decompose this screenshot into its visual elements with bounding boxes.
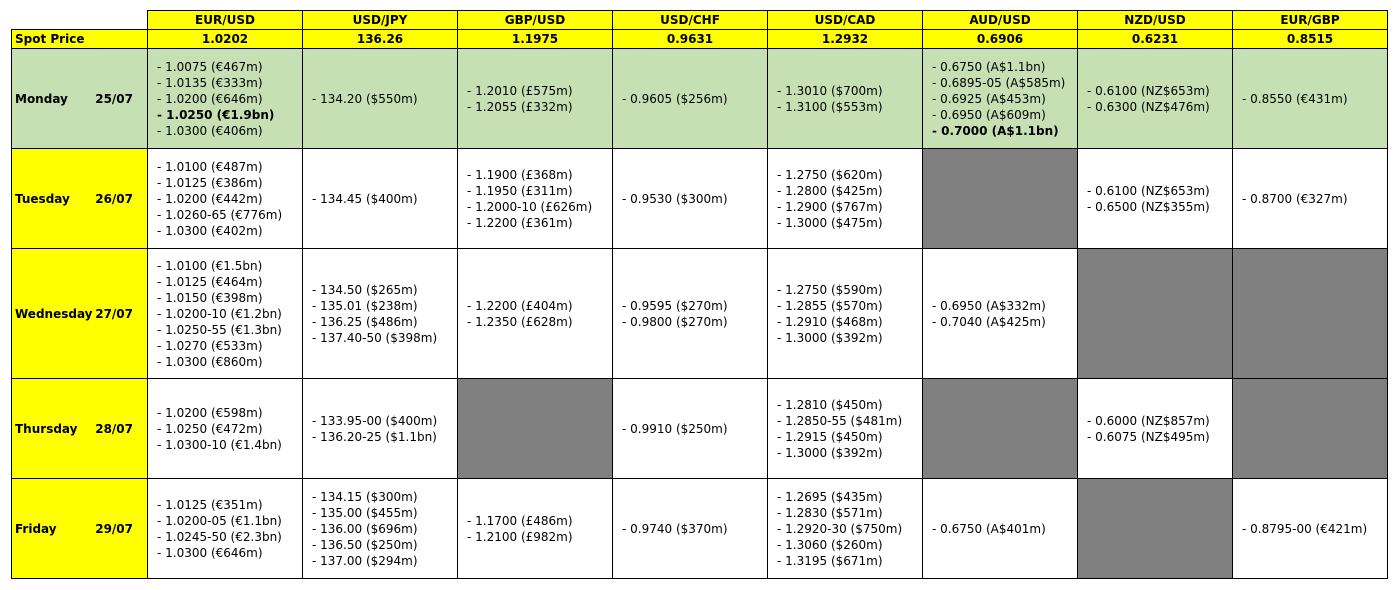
expiry-entry: - 0.8550 (€431m) (1242, 91, 1348, 106)
expiry-cell (303, 149, 458, 249)
expiry-entry: - 1.0300 (€646m) (157, 545, 263, 560)
expiry-cell (458, 49, 613, 149)
expiry-entry: - 0.9595 ($270m) (622, 298, 728, 313)
expiry-entry: - 136.00 ($696m) (312, 521, 418, 536)
expiry-entry: - 0.6925 (A$453m) (932, 91, 1046, 106)
expiry-entry: - 0.6000 (NZ$857m) (1087, 413, 1210, 428)
expiry-cell (148, 379, 303, 479)
expiry-cell (148, 479, 303, 579)
pair-header: NZD/USD (1078, 11, 1233, 30)
expiry-cell (303, 249, 458, 379)
pair-header: USD/CHF (613, 11, 768, 30)
expiry-cell (458, 479, 613, 579)
expiry-entry: - 1.3100 ($553m) (777, 99, 883, 114)
expiry-entry: - 136.50 ($250m) (312, 537, 418, 552)
expiry-entry: - 1.3000 ($392m) (777, 330, 883, 345)
expiry-entry: - 1.2695 ($435m) (777, 489, 883, 504)
day-row (12, 49, 1388, 149)
expiry-entry: - 134.45 ($400m) (312, 191, 418, 206)
expiry-entry: - 1.1900 (£368m) (467, 167, 573, 182)
expiry-entry: - 0.6100 (NZ$653m) (1087, 183, 1210, 198)
day-date: 28/07 (95, 421, 133, 436)
expiry-entry: - 0.6950 (A$609m) (932, 107, 1046, 122)
expiry-entry: - 1.0250-55 (€1.3bn) (157, 322, 282, 337)
expiry-cell (923, 49, 1078, 149)
expiry-entry: - 1.1950 (£311m) (467, 183, 573, 198)
expiry-cell (1078, 49, 1233, 149)
day-label-cell (12, 379, 148, 479)
day-label-cell (12, 149, 148, 249)
expiry-entry: - 0.6500 (NZ$355m) (1087, 199, 1210, 214)
empty-cell (458, 379, 613, 479)
pair-header: USD/CAD (768, 11, 923, 30)
expiry-entry: - 1.0125 (€351m) (157, 497, 263, 512)
expiry-entry: - 1.2855 ($570m) (777, 298, 883, 313)
expiry-entry: - 0.6100 (NZ$653m) (1087, 83, 1210, 98)
expiry-cell (458, 149, 613, 249)
expiry-entry: - 1.2920-30 ($750m) (777, 521, 903, 536)
expiry-entry: - 1.0200-10 (€1.2bn) (157, 306, 282, 321)
day-name: Friday (15, 521, 57, 536)
day-label-cell (12, 249, 148, 379)
day-row (12, 479, 1388, 579)
day-name: Monday (15, 91, 68, 106)
spot-price-value: 0.6906 (923, 30, 1078, 49)
spot-price-value: 136.26 (303, 30, 458, 49)
expiry-entry: - 1.2750 ($620m) (777, 167, 883, 182)
expiry-cell (613, 49, 768, 149)
table-body (12, 11, 1388, 579)
expiry-cell (1078, 379, 1233, 479)
expiry-entry: - 1.0245-50 (€2.3bn) (157, 529, 282, 544)
expiry-entry: - 136.25 ($486m) (312, 314, 418, 329)
expiry-entry: - 0.9605 ($256m) (622, 91, 728, 106)
expiry-cell (303, 479, 458, 579)
spot-price-value: 0.8515 (1233, 30, 1388, 49)
day-date: 25/07 (95, 91, 133, 106)
day-name: Thursday (15, 421, 78, 436)
expiry-entry: - 1.1700 (£486m) (467, 513, 573, 528)
empty-cell (1078, 249, 1233, 379)
day-row (12, 149, 1388, 249)
expiry-entry: - 133.95-00 ($400m) (312, 413, 438, 428)
pair-header: GBP/USD (458, 11, 613, 30)
expiry-entry: - 1.0100 (€487m) (157, 159, 263, 174)
expiry-entry: - 1.2910 ($468m) (777, 314, 883, 329)
expiry-entry: - 1.0200-05 (€1.1bn) (157, 513, 282, 528)
expiry-entry: - 1.2850-55 ($481m) (777, 413, 903, 428)
expiry-entry: - 0.6075 (NZ$495m) (1087, 429, 1210, 444)
expiry-entry: - 0.8700 (€327m) (1242, 191, 1348, 206)
expiry-cell (768, 49, 923, 149)
empty-cell (1233, 379, 1388, 479)
expiry-entry: - 137.00 ($294m) (312, 553, 418, 568)
expiry-entry: - 0.6895-05 (A$585m) (932, 75, 1066, 90)
expiry-entry: - 135.00 ($455m) (312, 505, 418, 520)
expiry-entry: - 0.9800 ($270m) (622, 314, 728, 329)
day-name: Tuesday (15, 191, 70, 206)
expiry-cell (923, 479, 1078, 579)
expiry-entry: - 1.0270 (€533m) (157, 338, 263, 353)
expiry-entry: - 0.6300 (NZ$476m) (1087, 99, 1210, 114)
expiry-entry: - 1.2810 ($450m) (777, 397, 883, 412)
expiry-entry: - 134.20 ($550m) (312, 91, 418, 106)
pair-header: EUR/USD (148, 11, 303, 30)
pair-header: EUR/GBP (1233, 11, 1388, 30)
expiry-entry: - 0.7040 (A$425m) (932, 314, 1046, 329)
empty-cell (923, 379, 1078, 479)
expiry-cell (613, 479, 768, 579)
expiry-entry: - 1.0300 (€406m) (157, 123, 263, 138)
expiry-entry: - 1.0260-65 (€776m) (157, 207, 283, 222)
expiry-entry: - 134.50 ($265m) (312, 282, 418, 297)
spot-price-value: 1.2932 (768, 30, 923, 49)
day-date: 29/07 (95, 521, 133, 536)
expiry-cell (303, 379, 458, 479)
expiry-entry: - 1.0200 (€646m) (157, 91, 263, 106)
expiry-cell (613, 379, 768, 479)
expiry-entry: - 1.2830 ($571m) (777, 505, 883, 520)
expiry-entry: - 1.0100 (€1.5bn) (157, 258, 263, 273)
spot-price-label: Spot Price (12, 30, 148, 49)
expiry-entry: - 1.2010 (£575m) (467, 83, 573, 98)
expiry-entry: - 1.2200 (£404m) (467, 298, 573, 313)
expiry-entry: - 0.8795-00 (€421m) (1242, 521, 1368, 536)
expiry-entry: - 1.0075 (€467m) (157, 59, 263, 74)
expiry-entry: - 135.01 ($238m) (312, 298, 418, 313)
expiry-cell (768, 249, 923, 379)
day-name: Wednesday (15, 306, 93, 321)
expiry-entry: - 1.0200 (€598m) (157, 405, 263, 420)
pair-header: USD/JPY (303, 11, 458, 30)
expiry-cell (148, 249, 303, 379)
expiry-entry: - 1.0125 (€386m) (157, 175, 263, 190)
empty-cell (1233, 249, 1388, 379)
pair-header: AUD/USD (923, 11, 1078, 30)
expiry-entry: - 1.2350 (£628m) (467, 314, 573, 329)
day-row (12, 249, 1388, 379)
day-label-cell (12, 49, 148, 149)
expiry-entry: - 1.3060 ($260m) (777, 537, 883, 552)
expiry-entry: - 1.2915 ($450m) (777, 429, 883, 444)
day-label-cell (12, 479, 148, 579)
expiry-entry: - 1.0150 (€398m) (157, 290, 263, 305)
expiry-cell (613, 149, 768, 249)
expiry-entry: - 1.0200 (€442m) (157, 191, 263, 206)
expiry-entry: - 1.2200 (£361m) (467, 215, 573, 230)
expiry-entry: - 1.2800 ($425m) (777, 183, 883, 198)
expiry-entry: - 0.6750 (A$401m) (932, 521, 1046, 536)
expiry-entry: - 137.40-50 ($398m) (312, 330, 438, 345)
day-row (12, 379, 1388, 479)
empty-cell (1078, 479, 1233, 579)
expiry-entry: - 1.0300 (€402m) (157, 223, 263, 238)
expiry-cell (148, 149, 303, 249)
expiry-entry: - 0.6750 (A$1.1bn) (932, 59, 1046, 74)
expiry-cell (768, 479, 923, 579)
expiry-cell (148, 49, 303, 149)
expiry-cell (1233, 479, 1388, 579)
expiry-cell (1078, 149, 1233, 249)
header-row (12, 11, 1388, 30)
expiry-entry: - 1.0135 (€333m) (157, 75, 263, 90)
expiry-entry: - 1.0125 (€464m) (157, 274, 263, 289)
expiry-entry: - 134.15 ($300m) (312, 489, 418, 504)
expiry-entry: - 1.3000 ($392m) (777, 445, 883, 460)
expiry-cell (923, 249, 1078, 379)
spot-price-value: 1.0202 (148, 30, 303, 49)
expiry-cell (1233, 149, 1388, 249)
corner-cell (12, 11, 148, 30)
expiry-entry: - 1.2900 ($767m) (777, 199, 883, 214)
expiry-cell (458, 249, 613, 379)
expiry-entry: - 1.2000-10 (£626m) (467, 199, 593, 214)
expiry-cell (613, 249, 768, 379)
expiry-entry: - 136.20-25 ($1.1bn) (312, 429, 437, 444)
expiry-entry: - 1.3010 ($700m) (777, 83, 883, 98)
expiry-entry: - 1.0300-10 (€1.4bn) (157, 437, 282, 452)
expiry-entry: - 0.6950 (A$332m) (932, 298, 1046, 313)
expiry-entry: - 0.9910 ($250m) (622, 421, 728, 436)
expiry-entry: - 1.0250 (€1.9bn) (157, 107, 275, 122)
expiry-entry: - 1.2750 ($590m) (777, 282, 883, 297)
expiry-entry: - 1.2100 (£982m) (467, 529, 573, 544)
expiry-entry: - 0.9530 ($300m) (622, 191, 728, 206)
spot-price-value: 0.6231 (1078, 30, 1233, 49)
expiry-cell (768, 149, 923, 249)
expiry-entry: - 1.0300 (€860m) (157, 354, 263, 369)
expiry-entry: - 1.3000 ($475m) (777, 215, 883, 230)
expiry-entry: - 0.9740 ($370m) (622, 521, 728, 536)
expiry-entry: - 1.3195 ($671m) (777, 553, 883, 568)
expiry-cell (768, 379, 923, 479)
expiry-entry: - 1.0250 (€472m) (157, 421, 263, 436)
spot-price-row (12, 30, 1388, 49)
empty-cell (923, 149, 1078, 249)
expiry-cell (1233, 49, 1388, 149)
expiry-entry: - 0.7000 (A$1.1bn) (932, 123, 1059, 138)
day-date: 27/07 (95, 306, 133, 321)
day-date: 26/07 (95, 191, 133, 206)
expiry-cell (303, 49, 458, 149)
fx-option-expiries-table (11, 10, 1388, 579)
expiry-entry: - 1.2055 (£332m) (467, 99, 573, 114)
spot-price-value: 1.1975 (458, 30, 613, 49)
spot-price-value: 0.9631 (613, 30, 768, 49)
